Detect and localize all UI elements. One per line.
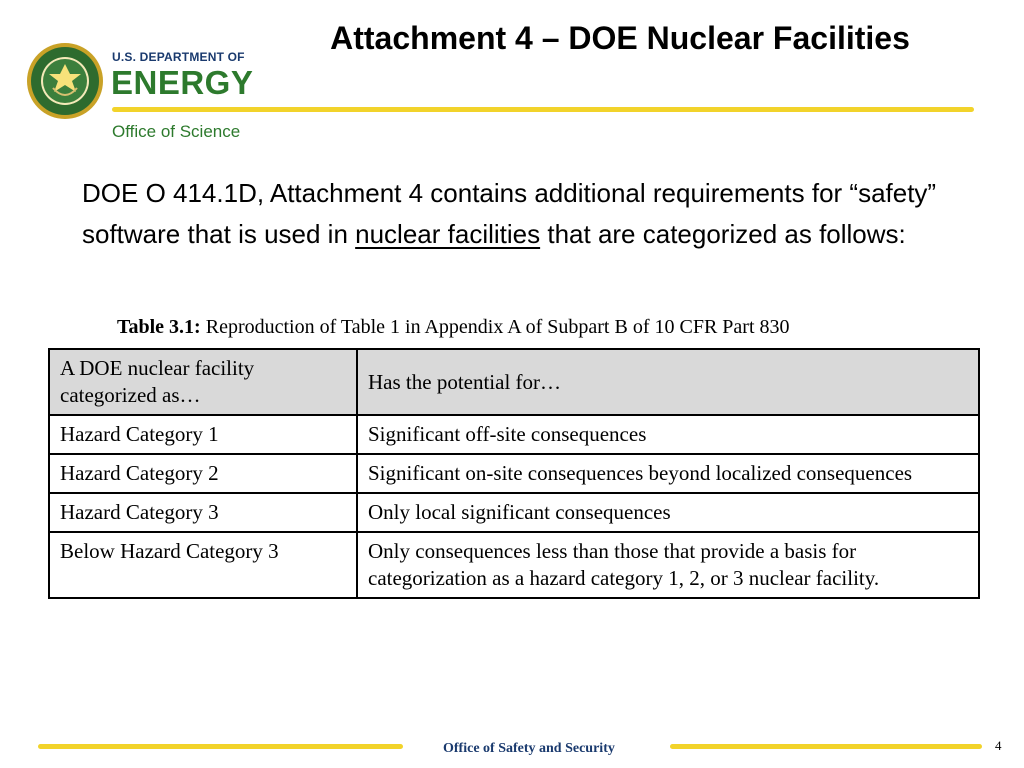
- table-cell-potential: Significant off-site consequences: [357, 415, 979, 454]
- hazard-category-table: [48, 348, 980, 599]
- page-number: 4: [995, 738, 1002, 753]
- table-cell-potential: Only local significant consequences: [357, 493, 979, 532]
- table-header-row: [49, 349, 979, 415]
- footer-divider-left: [38, 744, 403, 749]
- department-label: U.S. DEPARTMENT OF: [112, 50, 245, 64]
- table-cell-category: Hazard Category 1: [49, 415, 357, 454]
- table-row: [49, 415, 979, 454]
- table-caption-text: Reproduction of Table 1 in Appendix A of Subpart B of 10 CFR Part 830: [200, 316, 790, 338]
- doe-seal-icon: [26, 42, 104, 120]
- slide-title: Attachment 4 – DOE Nuclear Facilities: [330, 20, 910, 56]
- office-label: Office of Science: [112, 122, 241, 141]
- table-cell-category: Below Hazard Category 3: [49, 532, 357, 598]
- table-caption: [117, 316, 790, 339]
- table-cell-category: Hazard Category 2: [49, 454, 357, 493]
- body-text-part1: DOE O 414.1D, Attachment 4 contains additional requirements for “safety” software that is used in: [82, 178, 937, 249]
- table-cell-potential: Significant on-site consequences beyond localized consequences: [357, 454, 979, 493]
- table-row: [49, 454, 979, 493]
- table-caption-label: Table 3.1:: [117, 316, 201, 338]
- energy-wordmark: ENERGY: [111, 64, 254, 101]
- table-row: [49, 532, 979, 598]
- table-header-cell: A DOE nuclear facility categorized as…: [49, 349, 357, 415]
- header-divider: [112, 107, 974, 112]
- footer-office-label: Office of Safety and Security: [443, 741, 615, 756]
- body-paragraph: [82, 173, 972, 255]
- table-header-cell: Has the potential for…: [357, 349, 979, 415]
- table-row: [49, 493, 979, 532]
- body-text-part2: that are categorized as follows:: [540, 219, 906, 249]
- body-text-underlined: nuclear facilities: [355, 219, 541, 249]
- table-cell-potential: Only consequences less than those that provide a basis for categorization as a hazard category 1, 2, or 3 nuclear facility.: [357, 532, 979, 598]
- table-cell-category: Hazard Category 3: [49, 493, 357, 532]
- footer-divider-right: [670, 744, 982, 749]
